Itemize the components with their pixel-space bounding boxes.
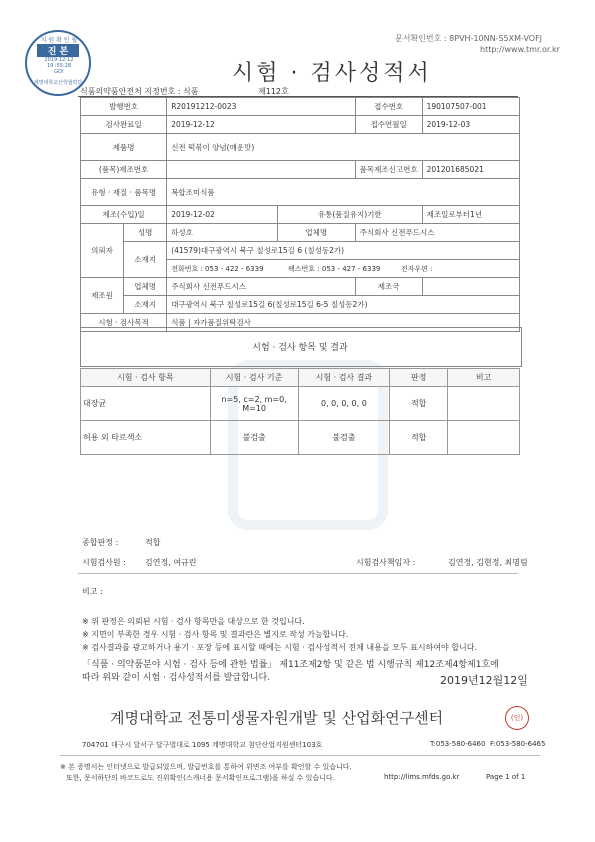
overall-value: 적합 (145, 538, 161, 547)
footer-line-2: 또한, 문서하단의 바코드로도 진위확인(스캐너용 문서확인프로그램)을 하실 수 있습니다. (66, 774, 335, 782)
results-table (80, 368, 520, 455)
org-stamp (505, 706, 529, 730)
client-address-label: 소재지 (124, 242, 167, 278)
designation-label: 식품의약품안전처 지정번호 : 식품 (80, 87, 199, 96)
testers-label: 시험검사원 : (82, 558, 126, 567)
footer-url[interactable]: http://lims.mfds.go.kr (384, 773, 460, 781)
expiry-value: 제조일로부터1년 (422, 206, 519, 224)
results-header-standard: 시험 · 검사 기준 (210, 369, 298, 387)
maker-no-label: (품목)제조번호 (81, 161, 167, 179)
results-header-note: 비고 (448, 369, 520, 387)
complete-date: 2019-12-12 (167, 116, 355, 134)
manager-value: 김연정, 김현정, 최명림 (448, 558, 528, 567)
table-row-item: 대장균 (81, 387, 211, 421)
org-fax: F:053-580-6465 (490, 740, 546, 748)
client-email: 전자우편 : (400, 264, 433, 273)
complete-date-label: 검사완료일 (81, 116, 167, 134)
client-company-label: 업체명 (277, 224, 355, 242)
issue-date: 2019년12월12일 (440, 674, 528, 687)
note-3: ※ 검사결과를 광고하거나 용기 · 포장 등에 표시할 때에는 시험 · 검사성적서 전체 내용을 모두 표시하여야 합니다. (82, 643, 478, 652)
seal-line-3: GO! (54, 69, 64, 75)
issue-no: R20191212-0023 (167, 98, 355, 116)
country-value (422, 278, 519, 296)
client-fax: 팩스번호 : 053 - 427 - 6339 (288, 264, 381, 273)
maker-address-label: 소재지 (124, 296, 167, 314)
footer-page: Page 1 of 1 (486, 773, 526, 781)
expiry-label: 유통(품질유지)기한 (277, 206, 422, 224)
table-row-judgment: 적합 (390, 421, 448, 455)
maker-no (167, 161, 355, 179)
info-table (80, 97, 520, 332)
maker-company-label: 업체명 (124, 278, 167, 296)
issue-no-label: 발행번호 (81, 98, 167, 116)
results-header-judgment: 판정 (390, 369, 448, 387)
designation-number: 제112호 (258, 87, 289, 96)
table-row-standard: 불검출 (210, 421, 298, 455)
product-label: 제품명 (81, 134, 167, 161)
seal-line-1: 2019-12-12 (44, 57, 74, 63)
client-phone: 전화번호 : 053 - 422 - 6339 (171, 264, 264, 273)
table-row-note (448, 421, 520, 455)
table-row-result: 불검출 (298, 421, 390, 455)
client-address: (41579)대구광역시 북구 칠성로15길 6 (칠성동2가) (167, 242, 520, 260)
seal-ring-top: 지 원 확 인 필 (40, 37, 78, 44)
testers-value: 김연정, 여규린 (145, 558, 197, 567)
summary-divider (78, 573, 518, 574)
purpose-label: 시험 · 검사목적 (81, 314, 167, 332)
client-name-label: 성명 (124, 224, 167, 242)
seal-ring-bottom: 계명대학교산학협력단 (33, 80, 83, 86)
maker-company: 주식회사 신전푸드시스 (167, 278, 355, 296)
org-address: 704701 대구시 달서구 달구벌대로 1095 계명대학교 첨단산업지원센터103호 (82, 741, 323, 749)
seal-line-2: 19 :55:28 (46, 63, 72, 69)
legal-line-1: 「식품 · 의약품분야 시험 · 검사 등에 관한 법률」 제11조제2항 및 같은 법 시행규칙 제12조제4항제1호에 (82, 660, 499, 670)
report-no-label: 품목제조신고번호 (355, 161, 422, 179)
table-row-item: 허용 외 타르색소 (81, 421, 211, 455)
footer-divider (60, 755, 540, 756)
receipt-no-label: 접수번호 (355, 98, 422, 116)
footer-line-1: ※ 본 증명서는 인터넷으로 발급되었으며, 발급번호를 통하여 위변조 여부를 확인할 수 있습니다. (60, 763, 352, 771)
table-row-result: 0, 0, 0, 0, 0 (298, 387, 390, 421)
doc-check-number: 문서확인번호 : 8PVH-10NN-S5XM-VOFJ (395, 34, 543, 43)
seal-title: 진 본 (37, 44, 79, 57)
note-1: ※ 위 판정은 의뢰된 시험 · 검사 항목만을 대상으로 한 것입니다. (82, 617, 305, 626)
mfg-date-label: 제조(수입)일 (81, 206, 167, 224)
website-link[interactable]: http://www.tmr.or.kr (480, 45, 560, 54)
type-value: 복합조미식품 (167, 179, 520, 206)
org-name: 계명대학교 전통미생물자원개발 및 산업화연구센터 (110, 709, 444, 727)
receipt-no: 190107507-001 (422, 98, 519, 116)
country-label: 제조국 (355, 278, 422, 296)
purpose-value: 식품 | 자가품질위탁검사 (167, 314, 520, 332)
mfg-date: 2019-12-02 (167, 206, 278, 224)
manager-label: 시험검사책임자 : (356, 558, 416, 567)
legal-line-2: 따라 위와 같이 시험 · 검사성적서를 발급합니다. (82, 673, 271, 683)
client-name: 하성호 (167, 224, 278, 242)
client-label: 의뢰자 (81, 224, 124, 278)
overall-label: 종합판정 : (82, 538, 119, 547)
table-row-standard: n=5, c=2, m=0, M=10 (210, 387, 298, 421)
results-title: 시험 · 검사 항목 및 결과 (252, 343, 348, 353)
product-name: 신전 떡볶이 양념(매운맛) (167, 134, 520, 161)
results-header-item: 시험 · 검사 항목 (81, 369, 211, 387)
table-row-judgment: 적합 (390, 387, 448, 421)
page-title: 시험 · 검사성적서 (232, 61, 432, 86)
report-no: 201201685021 (422, 161, 519, 179)
table-row-note (448, 387, 520, 421)
client-company: 주식회사 신전푸드시스 (355, 224, 519, 242)
note-2: ※ 지면이 부족한 경우 시험 · 검사 항목 및 결과란은 별지로 작성 가능합니다. (82, 630, 349, 639)
receipt-date-label: 접수연월일 (355, 116, 422, 134)
maker-label: 제조원 (81, 278, 124, 314)
receipt-date: 2019-12-03 (422, 116, 519, 134)
results-header-result: 시험 · 검사 결과 (298, 369, 390, 387)
maker-address: 대구광역시 북구 칠성로15길 6(칠성로15길 6-5 칠성동2가) (167, 296, 520, 314)
type-label: 유형 · 재질 · 품목명 (81, 179, 167, 206)
org-stamp-text: (인) (510, 714, 524, 722)
remarks-label: 비고 : (82, 587, 103, 596)
client-contacts (167, 260, 520, 278)
org-tel: T:053-580-6460 (430, 740, 486, 748)
